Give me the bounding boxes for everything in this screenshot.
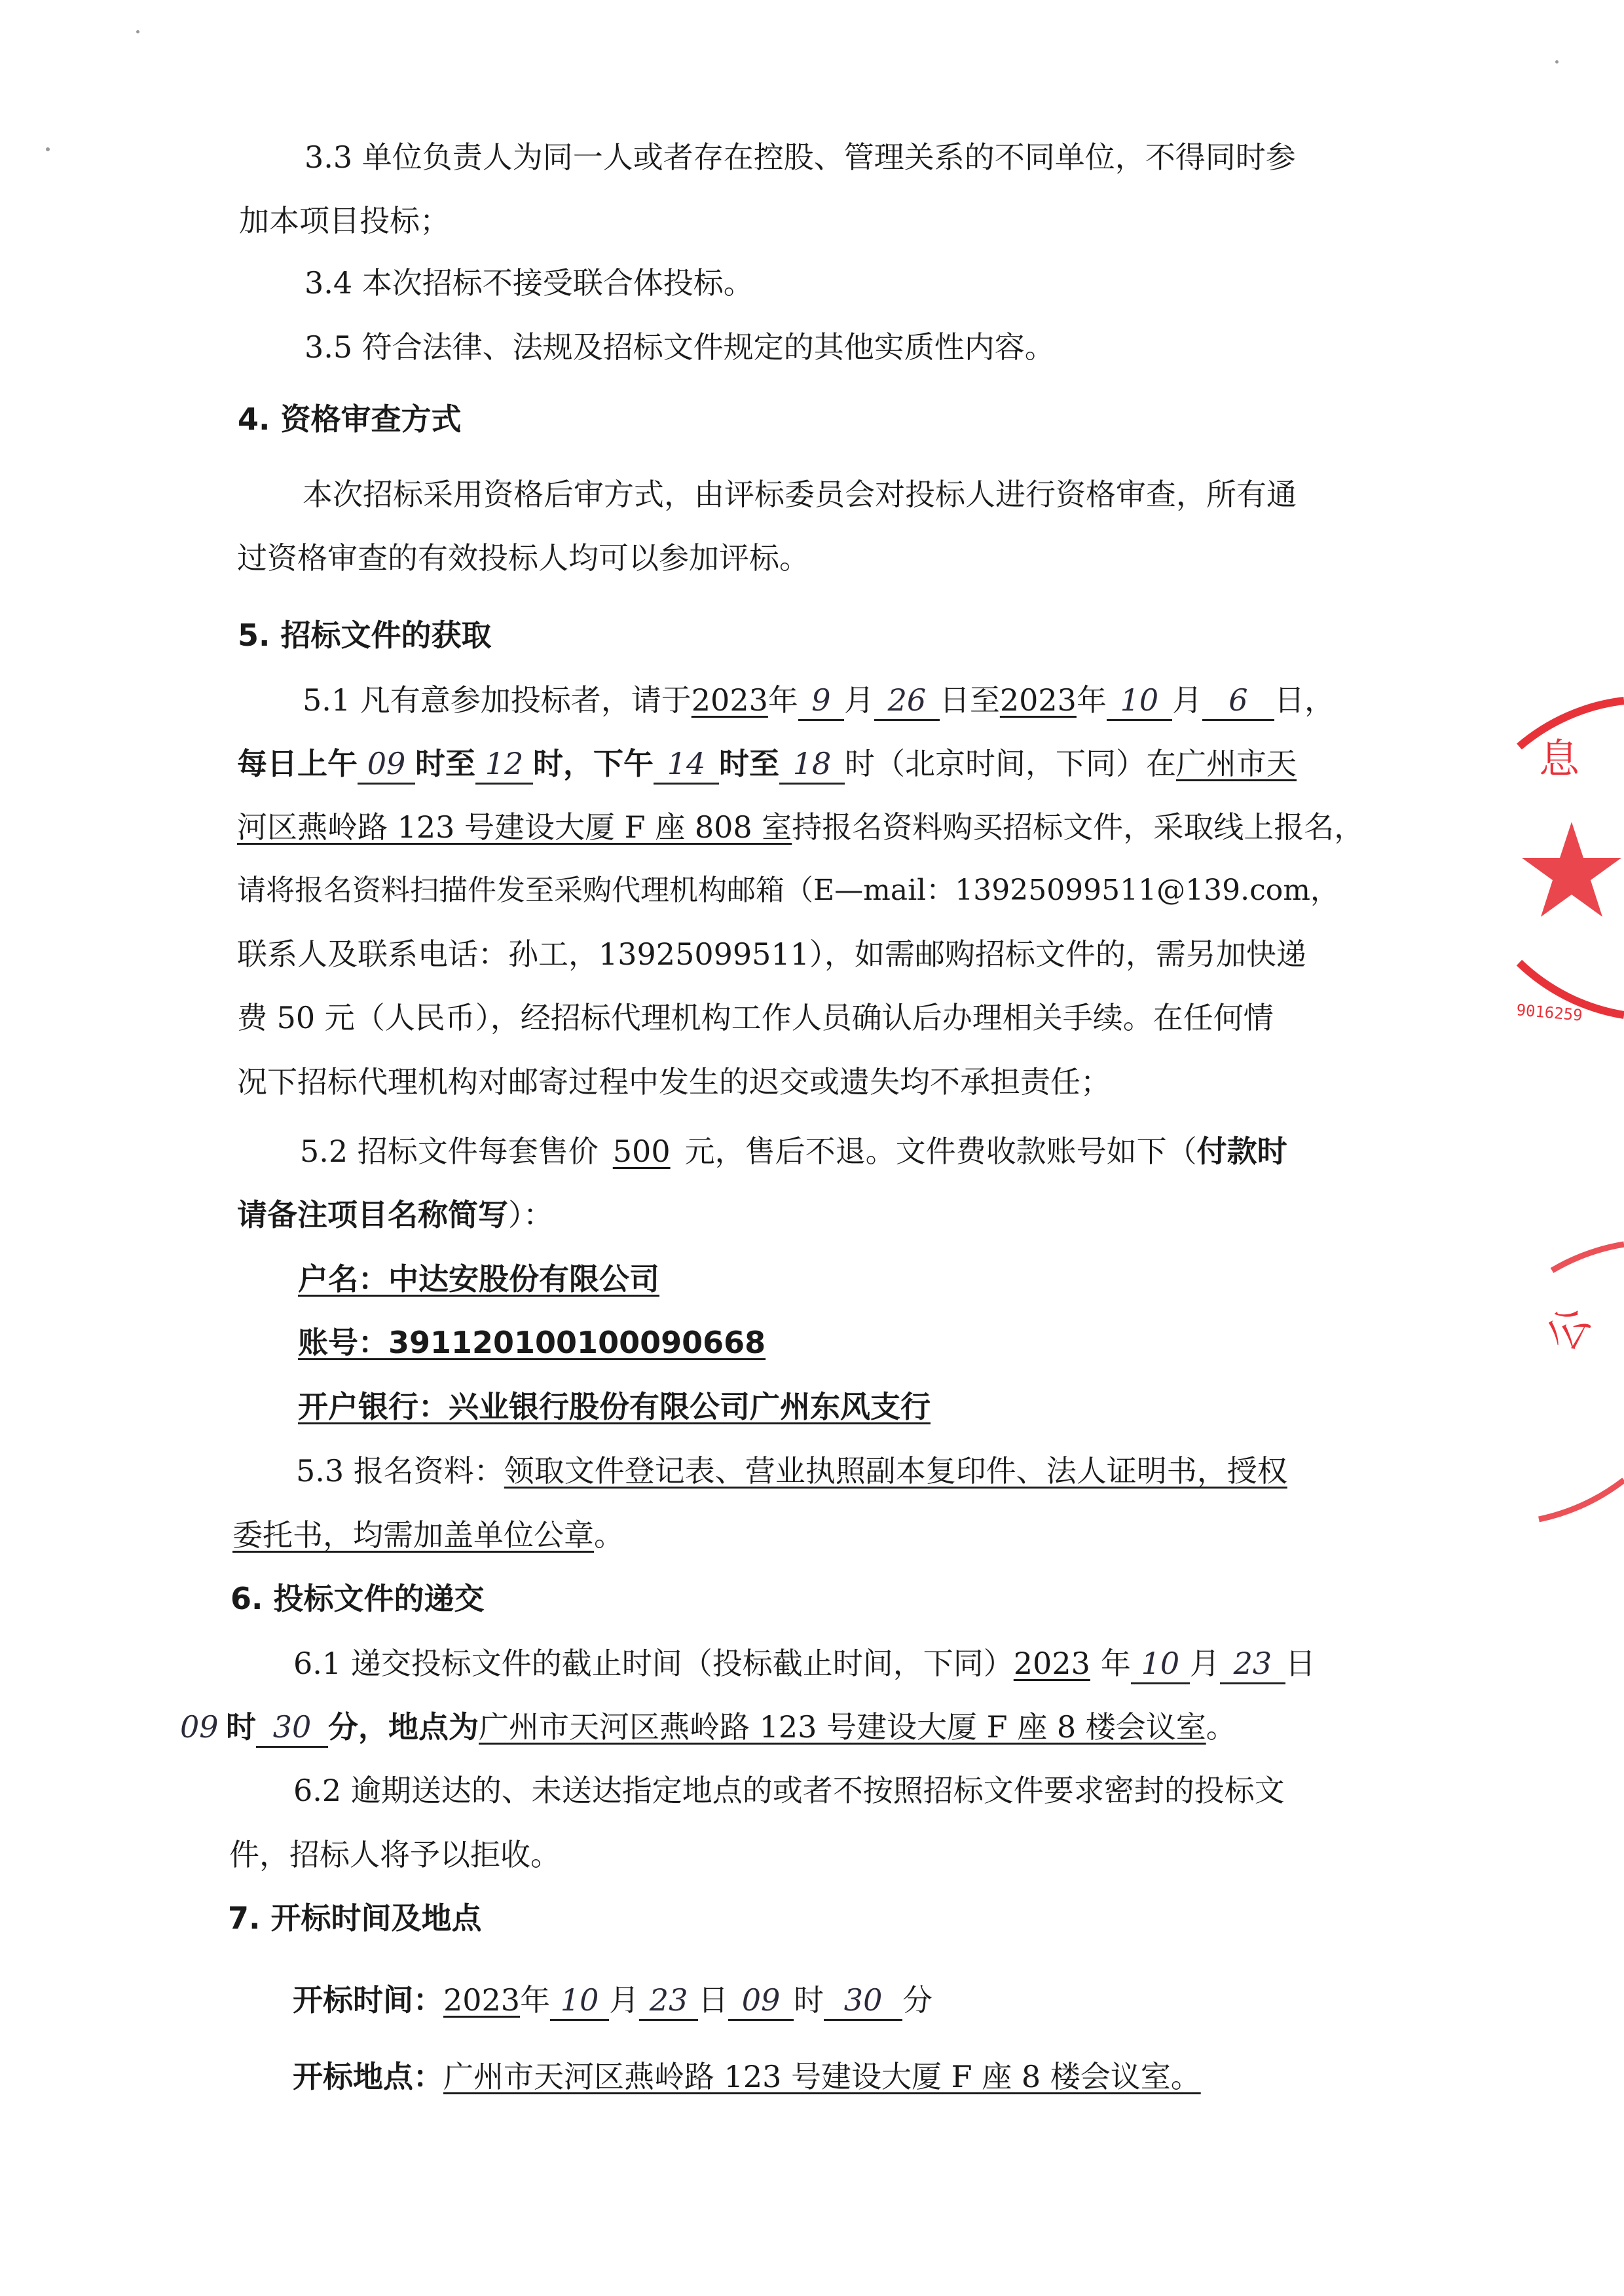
clause-6-2-line-2: 件，招标人将予以拒收。 (229, 1837, 561, 1872)
clause-3-4: 3.4 本次招标不接受联合体投标。 (304, 265, 754, 301)
period: 。 (1206, 1709, 1236, 1745)
period: 。 (594, 1517, 624, 1553)
pm-end-handwritten: 18 (779, 745, 845, 785)
clause-3-3-line-2: 加本项目投标； (239, 203, 450, 238)
scan-speck (1555, 60, 1559, 64)
nian-label: 年 (767, 682, 798, 718)
clause-5-2-line-1 (300, 1130, 1287, 1172)
deadline-year: 2023 (1013, 1646, 1090, 1681)
account-number: 账号：391120100100090668 (298, 1325, 766, 1360)
yue-label: 月 (1172, 682, 1202, 718)
end-day-handwritten: 6 (1202, 681, 1274, 721)
clause-5-1-intro: 5.1 凡有意参加投标者，请于 (303, 682, 692, 718)
section-4-para-line-1: 本次招标采用资格后审方式，由评标委员会对投标人进行资格审查，所有通 (303, 477, 1297, 512)
section-7-heading: 7. 开标时间及地点 (228, 1900, 482, 1936)
purchase-instruction: 持报名资料购买招标文件，采取线上报名， (792, 809, 1365, 845)
purchase-location-part2: 河区燕岭路 123 号建设大厦 F 座 808 室 (237, 809, 792, 845)
clause-5-1-line-6: 费 50 元（人民币），经招标代理机构工作人员确认后办理相关手续。在任何情 (237, 1000, 1274, 1035)
deadline-hour-handwritten: 09 (180, 1709, 219, 1745)
fen-place-label: 分，地点为 (328, 1709, 479, 1745)
payment-note-end: ）： (508, 1197, 553, 1232)
red-seal-lower (1526, 1231, 1624, 1539)
opening-hour-handwritten: 09 (728, 1981, 794, 2021)
clause-5-3-line-1 (296, 1450, 1287, 1492)
registration-label: 5.3 报名资料： (296, 1453, 504, 1489)
ri-label: 日 (1285, 1646, 1316, 1681)
am-start-handwritten: 09 (358, 745, 415, 785)
section-5-heading: 5. 招标文件的获取 (238, 618, 492, 653)
opening-place: 广州市天河区燕岭路 123 号建设大厦 F 座 8 楼会议室。 (443, 2059, 1201, 2094)
nian-label: 年 (520, 1982, 551, 2018)
clause-5-1-line-3 (237, 806, 1364, 848)
ri-zhi-label: 日至 (939, 682, 1000, 718)
shi-label: 时 (226, 1709, 256, 1745)
nian-label: 年 (1100, 1646, 1131, 1681)
clause-5-1-line-1 (303, 679, 1335, 721)
deadline-month-handwritten: 10 (1131, 1644, 1190, 1684)
fen-label: 分 (902, 1982, 933, 2018)
clause-5-1-line-4: 请将报名资料扫描件发至采购代理机构邮箱（E—mail：13925099511@139.com， (237, 874, 1339, 907)
opening-minute-handwritten: 30 (824, 1981, 902, 2021)
beijing-time-note: 时（北京时间，下同）在 (845, 746, 1176, 781)
submission-location: 广州市天河区燕岭路 123 号建设大厦 F 座 8 楼会议室 (479, 1709, 1206, 1745)
seal-char-bottom: 公 (1537, 1298, 1601, 1361)
start-month-handwritten: 9 (798, 681, 844, 721)
scan-speck (136, 30, 139, 33)
opening-place-label: 开标地点： (293, 2059, 443, 2094)
ri-label: 日， (1274, 682, 1335, 718)
opening-time-line (293, 1979, 932, 2021)
seal-star-icon (1522, 822, 1621, 917)
registration-materials-2: 委托书，均需加盖单位公章 (232, 1517, 594, 1553)
clause-6-1-line-1 (293, 1642, 1316, 1684)
shi-zhi-label: 时至 (719, 746, 779, 781)
end-year: 2023 (999, 682, 1077, 718)
pm-start-handwritten: 14 (654, 745, 719, 785)
payment-note-bold-2: 请备注项目名称简写 (237, 1197, 508, 1232)
ri-label: 日 (698, 1982, 729, 2018)
nian-label: 年 (1076, 682, 1107, 718)
start-day-handwritten: 26 (874, 681, 940, 721)
end-month-handwritten: 10 (1107, 681, 1172, 721)
yue-label: 月 (1189, 1646, 1220, 1681)
yue-label: 月 (609, 1982, 640, 2018)
account-name: 户名：中达安股份有限公司 (298, 1261, 659, 1297)
purchase-location-part1: 广州市天 (1176, 746, 1297, 781)
clause-6-2-line-1: 6.2 逾期送达的、未送达指定地点的或者不按照招标文件要求密封的投标文 (293, 1773, 1285, 1808)
am-end-handwritten: 12 (475, 745, 533, 785)
opening-month-handwritten: 10 (550, 1981, 609, 2021)
section-4-heading: 4. 资格审查方式 (238, 401, 462, 437)
shi-label: 时 (794, 1982, 824, 2018)
seal-number: 9016259 (1515, 1001, 1583, 1025)
price-terms: 元，售后不退。文件费收款账号如下（ (684, 1134, 1197, 1169)
seal-char-top: 息 (1539, 735, 1580, 783)
clause-3-3-line-1: 3.3 单位负责人为同一人或者存在控股、管理关系的不同单位，不得同时参 (304, 139, 1296, 175)
clause-5-1-line-5: 联系人及联系电话：孙工，13925099511），如需邮购招标文件的，需另加快递 (237, 936, 1306, 972)
deadline-intro: 6.1 递交投标文件的截止时间（投标截止时间，下同） (293, 1646, 1014, 1681)
price-intro: 5.2 招标文件每套售价 (300, 1134, 599, 1169)
start-year: 2023 (691, 682, 768, 718)
daily-am-label: 每日上午 (237, 746, 358, 781)
shi-zhi-label: 时至 (415, 746, 475, 781)
opening-year: 2023 (443, 1982, 521, 2018)
deadline-minute-handwritten: 30 (256, 1708, 328, 1748)
section-6-heading: 6. 投标文件的递交 (231, 1581, 485, 1616)
clause-5-3-line-2 (232, 1514, 624, 1556)
yue-label: 月 (843, 682, 874, 718)
clause-5-1-line-7: 况下招标代理机构对邮寄过程中发生的迟交或遗失均不承担责任； (237, 1064, 1111, 1100)
account-bank: 开户银行：兴业银行股份有限公司广州东风支行 (298, 1389, 931, 1424)
opening-place-line (293, 2056, 1201, 2098)
opening-time-label: 开标时间： (293, 1982, 443, 2018)
opening-day-handwritten: 23 (639, 1981, 698, 2021)
clause-5-2-line-2 (237, 1194, 553, 1236)
document-price: 500 (612, 1134, 671, 1169)
clause-6-1-line-2 (180, 1706, 1236, 1748)
clause-3-5: 3.5 符合法律、法规及招标文件规定的其他实质性内容。 (304, 329, 1055, 365)
clause-5-1-line-2 (237, 743, 1297, 785)
deadline-day-handwritten: 23 (1220, 1644, 1285, 1684)
registration-materials-1: 领取文件登记表、营业执照副本复印件、法人证明书，授权 (504, 1453, 1287, 1489)
red-seal-upper (1493, 675, 1624, 1048)
section-4-para-line-2: 过资格审查的有效投标人均可以参加评标。 (237, 540, 809, 576)
pm-label: 时，下午 (533, 746, 654, 781)
payment-note-bold: 付款时 (1196, 1134, 1287, 1169)
scan-speck (46, 147, 50, 151)
